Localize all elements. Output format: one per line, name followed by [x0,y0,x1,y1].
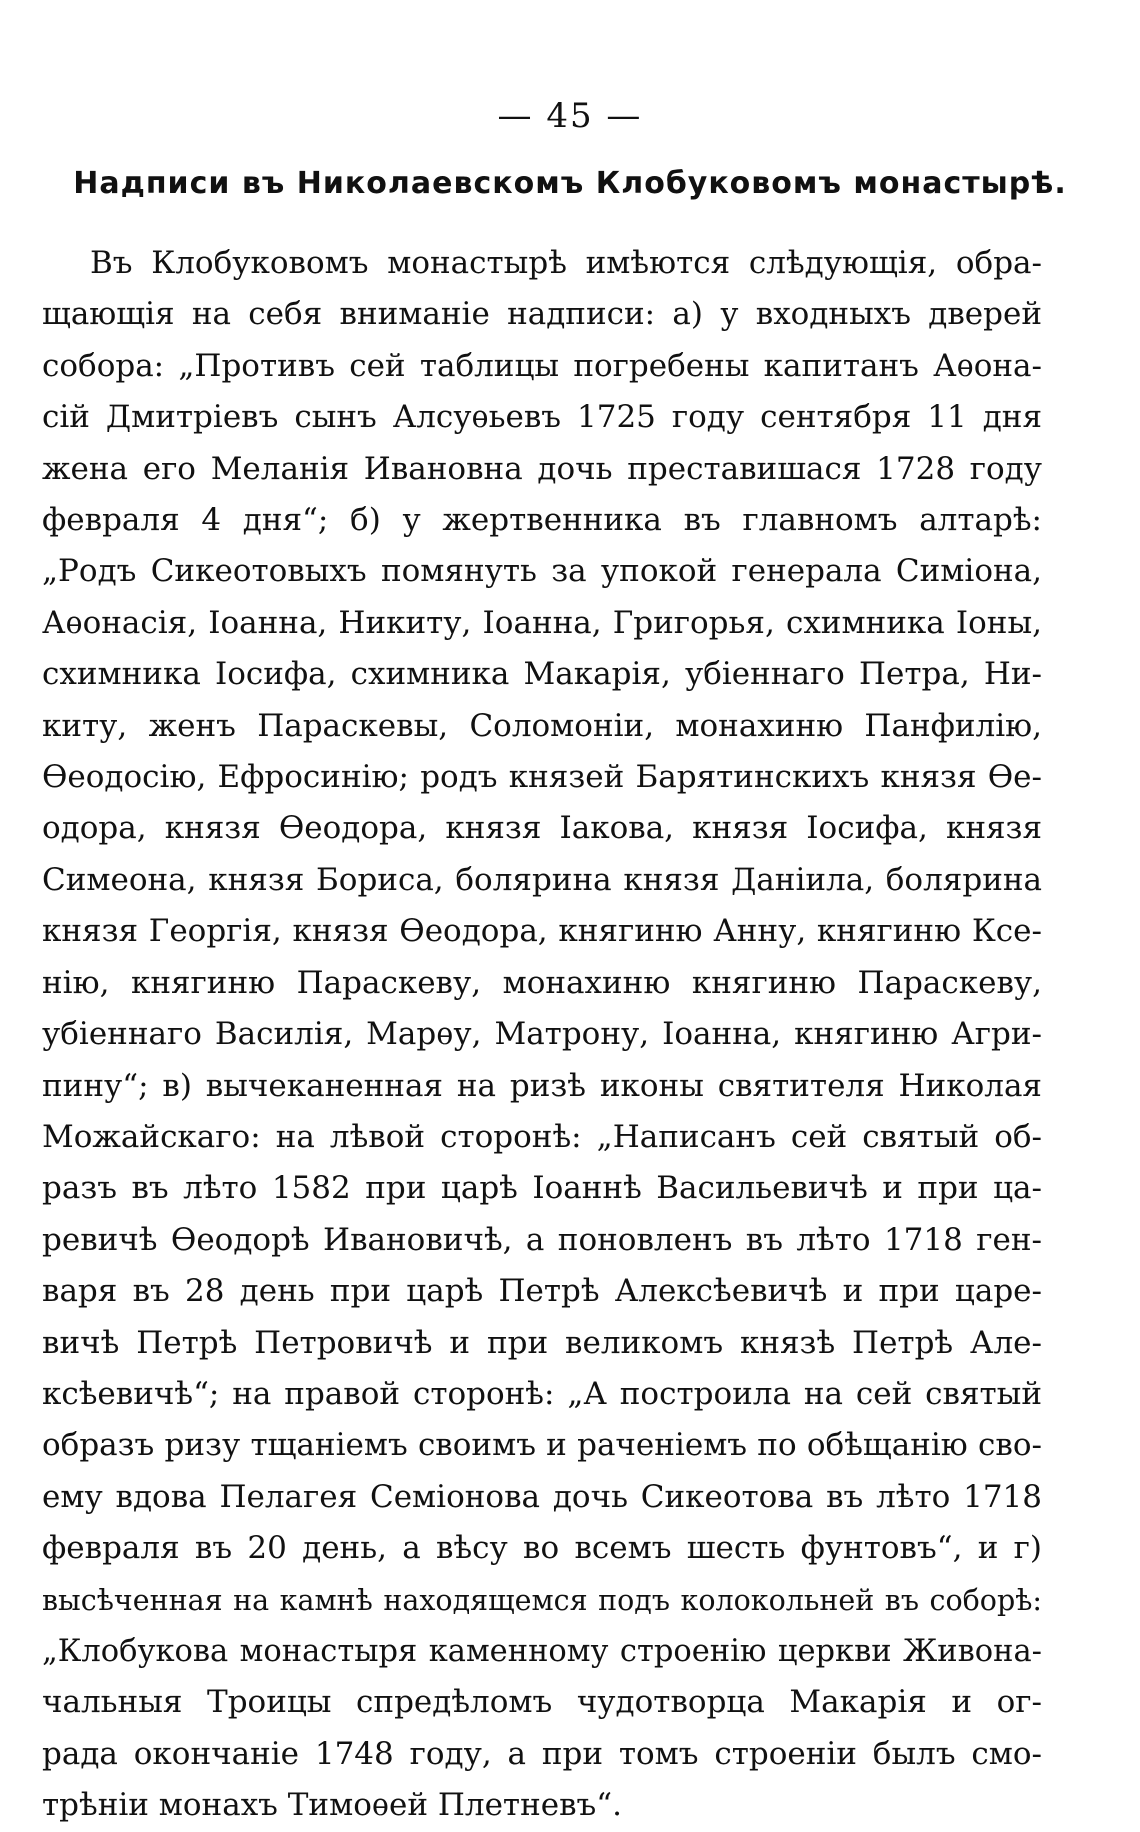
text-line: вичѣ Петрѣ Петровичѣ и при великомъ князѣ Петрѣ Але- [42,1324,1042,1361]
text-line: Въ Клобуковомъ монастырѣ имѣются слѣдующія, обра- [90,245,1042,281]
text-line: рада окончаніе 1748 году, а при томъ строеніи былъ смо- [42,1735,1042,1772]
page-number: — 45 — [497,96,643,136]
text-line: высѣченная на камнѣ находящемся подъ колокольней въ соборѣ: [42,1583,1042,1617]
text-line: ему вдова Пелагея Семіонова дочь Сикеотова въ лѣто 1718 [42,1478,1042,1515]
text-line: ревичѣ Ѳеодорѣ Ивановичѣ, а поновленъ въ лѣто 1718 ген- [42,1221,1042,1258]
text-line: Можайскаго: на лѣвой сторонѣ: „Написанъ сей святый об- [42,1118,1042,1155]
text-line: варя въ 28 день при царѣ Петрѣ Алексѣевичѣ и при царе- [42,1273,1042,1310]
text-line: „Родъ Сикеотовыхъ помянуть за упокой генерала Симіона, [42,553,1042,590]
text-line: жена его Меланія Ивановна дочь преставишася 1728 году [42,450,1042,487]
text-line: сій Дмитріевъ сынъ Алсуѳьевъ 1725 году сентября 11 дня [42,399,1042,436]
text-line: нію, княгиню Параскеву, монахиню княгиню Параскеву, [42,964,1042,1001]
text-line: „Клобукова монастыря каменному строенію церкви Живона- [42,1633,1042,1669]
text-line: февраля 4 дня“; б) у жертвенника въ главномъ алтарѣ: [42,502,1042,539]
text-line: щающія на себя вниманіе надписи: а) у входныхъ дверей [42,296,1042,333]
text-line: февраля въ 20 день, а вѣсу во всемъ шесть фунтовъ“, и г) [42,1530,1042,1567]
text-line: одора, князя Ѳеодора, князя Іакова, князя Іосифа, князя [42,810,1042,847]
text-line: схимника Іосифа, схимника Макарія, убіеннаго Петра, Ни- [42,656,1042,693]
text-line: пину“; в) вычеканенная на ризѣ иконы святителя Николая [42,1067,1042,1104]
section-heading: Надписи въ Николаевскомъ Клобуковомъ монастырѣ. [73,166,1067,201]
text-line: князя Георгія, князя Ѳеодора, княгиню Анну, княгиню Ксе- [42,913,1042,950]
text-line: киту, женъ Параскевы, Соломоніи, монахиню Панфилію, [42,707,1042,744]
text-line: Ѳеодосію, Ефросинію; родъ князей Барятинскихъ князя Ѳе- [42,759,1042,796]
body-text [42,238,1042,1832]
text-line: собора: „Противъ сей таблицы погребены капитанъ Аѳона- [42,347,1042,384]
text-line: чальныя Троицы спредѣломъ чудотворца Макарія и ог- [42,1684,1042,1721]
text-line: Симеона, князя Бориса, болярина князя Даніила, болярина [42,861,1042,898]
text-line: Аѳонасія, Іоанна, Никиту, Іоанна, Григорья, схимника Іоны, [42,604,1042,641]
text-line: образъ ризу тщаніемъ своимъ и раченіемъ по обѣщанію сво- [42,1427,1042,1464]
text-line: ксѣевичѣ“; на правой сторонѣ: „А построила на сей святый [42,1375,1042,1412]
text-line: разъ въ лѣто 1582 при царѣ Іоаннѣ Васильевичѣ и при ца- [42,1170,1042,1207]
text-line: убіеннаго Василія, Марѳу, Матрону, Іоанна, княгиню Агри- [42,1016,1042,1053]
text-line: трѣніи монахъ Тимоѳей Плетневъ“. [42,1787,622,1824]
